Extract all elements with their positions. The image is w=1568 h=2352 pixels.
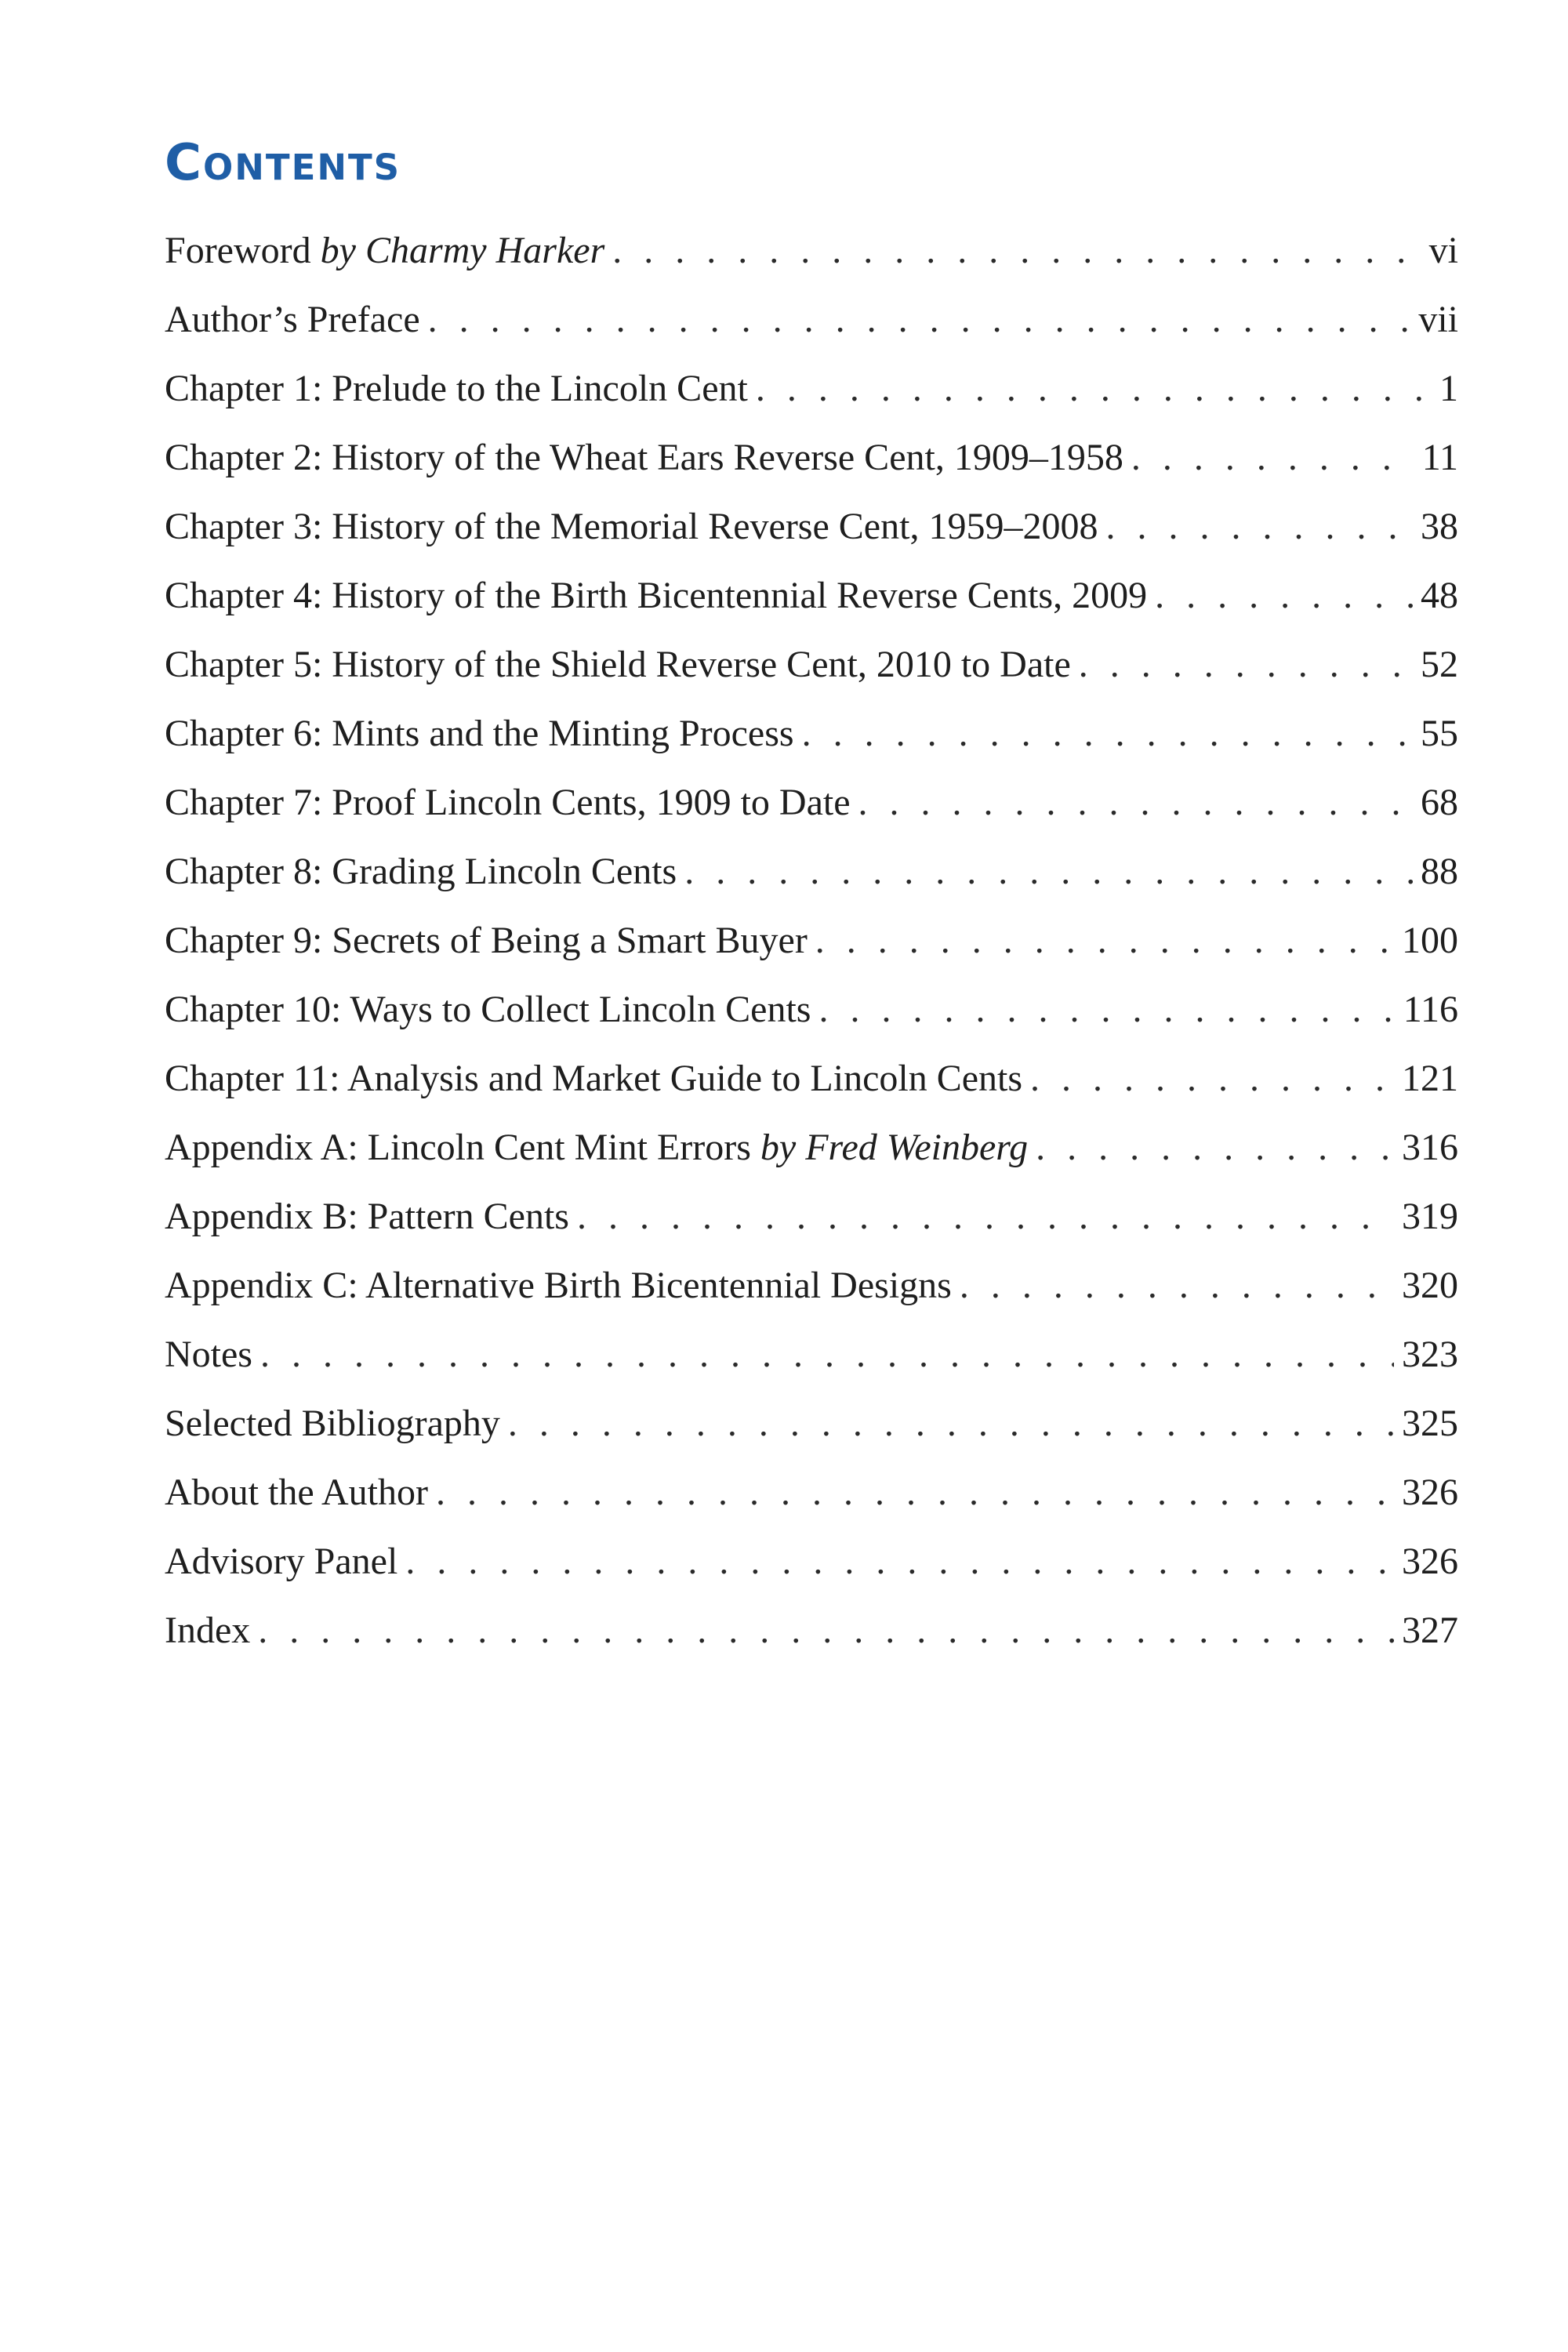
toc-entry-page-number: 121	[1402, 1058, 1458, 1099]
dot-leader	[612, 229, 1421, 272]
toc-entry-page-number: 48	[1421, 575, 1458, 616]
toc-entry	[165, 850, 1458, 919]
toc-entry-title	[165, 1609, 250, 1652]
toc-entry-page-number: 326	[1402, 1541, 1458, 1582]
toc-entry	[165, 367, 1458, 436]
toc-entry	[165, 1264, 1458, 1333]
toc-entry-page-number: 116	[1403, 989, 1458, 1030]
toc-entry-title-text: Chapter 9: Secrets of Being a Smart Buyer	[165, 920, 808, 961]
toc-entry-title	[165, 1333, 252, 1376]
toc-entry-title-text: Appendix B: Pattern Cents	[165, 1196, 569, 1237]
toc-entry	[165, 436, 1458, 505]
toc-entry-page-number: vi	[1428, 230, 1458, 271]
toc-entry-title-text: Chapter 3: History of the Memorial Reverse Cent, 1959–2008	[165, 506, 1098, 547]
toc-entry-title-text: Appendix C: Alternative Birth Bicentennial Designs	[165, 1265, 952, 1306]
toc-entry	[165, 505, 1458, 574]
dot-leader	[258, 1609, 1394, 1652]
dot-leader	[858, 781, 1413, 824]
toc-entry-page-number: 38	[1421, 506, 1458, 547]
toc-entry-title	[165, 1264, 952, 1307]
toc-entry	[165, 643, 1458, 712]
toc-entry-title-text: Selected Bibliography	[165, 1403, 500, 1444]
toc-entry-title-text: Appendix A: Lincoln Cent Mint Errors	[165, 1127, 760, 1168]
toc-entry-page-number: 11	[1421, 437, 1458, 478]
toc-entry	[165, 1333, 1458, 1402]
dot-leader	[818, 988, 1395, 1031]
toc-entry-page-number: 316	[1402, 1127, 1458, 1168]
toc-entry	[165, 1057, 1458, 1126]
dot-leader	[1105, 505, 1413, 548]
dot-leader	[1131, 436, 1414, 479]
toc-entry-title-text: Chapter 8: Grading Lincoln Cents	[165, 851, 677, 892]
toc-entry-title-text: Chapter 7: Proof Lincoln Cents, 1909 to Date	[165, 782, 851, 823]
toc-entry-title-text: Notes	[165, 1334, 252, 1375]
dot-leader	[577, 1195, 1394, 1238]
toc-entry-title	[165, 643, 1071, 686]
toc-entry-title-text: Chapter 5: History of the Shield Reverse Cent, 2010 to Date	[165, 644, 1071, 685]
toc-entry-title-text: Chapter 2: History of the Wheat Ears Reverse Cent, 1909–1958	[165, 437, 1123, 478]
toc-entry	[165, 1195, 1458, 1264]
toc-entry-title	[165, 1195, 569, 1238]
toc-entry	[165, 1540, 1458, 1609]
toc-entry	[165, 781, 1458, 850]
toc-entry-page-number: 325	[1402, 1403, 1458, 1444]
toc-entry-title	[165, 298, 420, 341]
contents-heading: Contents	[165, 134, 401, 192]
toc-entry-byline: by Fred Weinberg	[760, 1127, 1029, 1168]
toc-entry-title	[165, 1126, 1028, 1169]
toc-entry	[165, 1609, 1458, 1678]
dot-leader	[260, 1333, 1394, 1376]
dot-leader	[1030, 1057, 1394, 1100]
toc-entry-title-text: Chapter 10: Ways to Collect Lincoln Cents	[165, 989, 811, 1030]
toc-entry-page-number: 323	[1402, 1334, 1458, 1375]
toc-entry-page-number: vii	[1418, 299, 1458, 340]
dot-leader	[436, 1471, 1394, 1514]
toc-entry	[165, 988, 1458, 1057]
toc-entry	[165, 298, 1458, 367]
toc-entry-title	[165, 988, 811, 1031]
dot-leader	[405, 1540, 1394, 1583]
toc-entry-page-number: 326	[1402, 1472, 1458, 1513]
toc-entry-page-number: 68	[1421, 782, 1458, 823]
toc-entry-page-number: 319	[1402, 1196, 1458, 1237]
dot-leader	[508, 1402, 1394, 1445]
toc-entry	[165, 1471, 1458, 1540]
dot-leader	[960, 1264, 1394, 1307]
toc-entry-title-text: Index	[165, 1610, 251, 1651]
toc-entry-title-text: About the Author	[165, 1472, 428, 1513]
toc-entry-title-text: Advisory Panel	[165, 1541, 398, 1582]
toc-entry-title	[165, 436, 1123, 479]
dot-leader	[428, 298, 1411, 341]
toc-entry-page-number: 100	[1402, 920, 1458, 961]
toc-entry-title	[165, 367, 748, 410]
toc-entry	[165, 1126, 1458, 1195]
toc-entry-title-text: Chapter 11: Analysis and Market Guide to Lincoln Cents	[165, 1058, 1023, 1099]
toc-entry-title	[165, 1540, 397, 1583]
toc-entry-title	[165, 712, 794, 755]
table-of-contents	[165, 229, 1458, 1678]
toc-entry-title-text: Author’s Preface	[165, 299, 420, 340]
toc-entry-byline: by Charmy Harker	[320, 230, 605, 271]
toc-entry-title-text: Foreword	[165, 230, 321, 271]
dot-leader	[815, 919, 1394, 962]
toc-entry-title	[165, 1402, 500, 1445]
toc-entry-page-number: 52	[1421, 644, 1458, 685]
toc-entry-title	[165, 1471, 428, 1514]
toc-entry	[165, 229, 1458, 298]
toc-entry-page-number: 55	[1421, 713, 1458, 754]
toc-entry-title	[165, 919, 808, 962]
toc-entry-title	[165, 505, 1098, 548]
toc-entry-title	[165, 229, 604, 272]
dot-leader	[1079, 643, 1413, 686]
toc-entry-title	[165, 850, 677, 893]
toc-entry-page-number: 88	[1421, 851, 1458, 892]
toc-entry	[165, 712, 1458, 781]
toc-entry	[165, 574, 1458, 643]
dot-leader	[1036, 1126, 1394, 1169]
dot-leader	[756, 367, 1432, 410]
toc-entry-title-text: Chapter 6: Mints and the Minting Process	[165, 713, 794, 754]
toc-entry	[165, 1402, 1458, 1471]
toc-entry	[165, 919, 1458, 988]
toc-entry-page-number: 327	[1402, 1610, 1458, 1651]
dot-leader	[1155, 574, 1413, 617]
dot-leader	[684, 850, 1413, 893]
toc-entry-title-text: Chapter 4: History of the Birth Bicentennial Reverse Cents, 2009	[165, 575, 1148, 616]
toc-entry-title	[165, 574, 1147, 617]
toc-entry-title	[165, 781, 851, 824]
toc-entry-title-text: Chapter 1: Prelude to the Lincoln Cent	[165, 368, 748, 409]
toc-entry-title	[165, 1057, 1022, 1100]
toc-entry-page-number: 320	[1402, 1265, 1458, 1306]
toc-entry-page-number: 1	[1439, 368, 1458, 409]
dot-leader	[802, 712, 1413, 755]
